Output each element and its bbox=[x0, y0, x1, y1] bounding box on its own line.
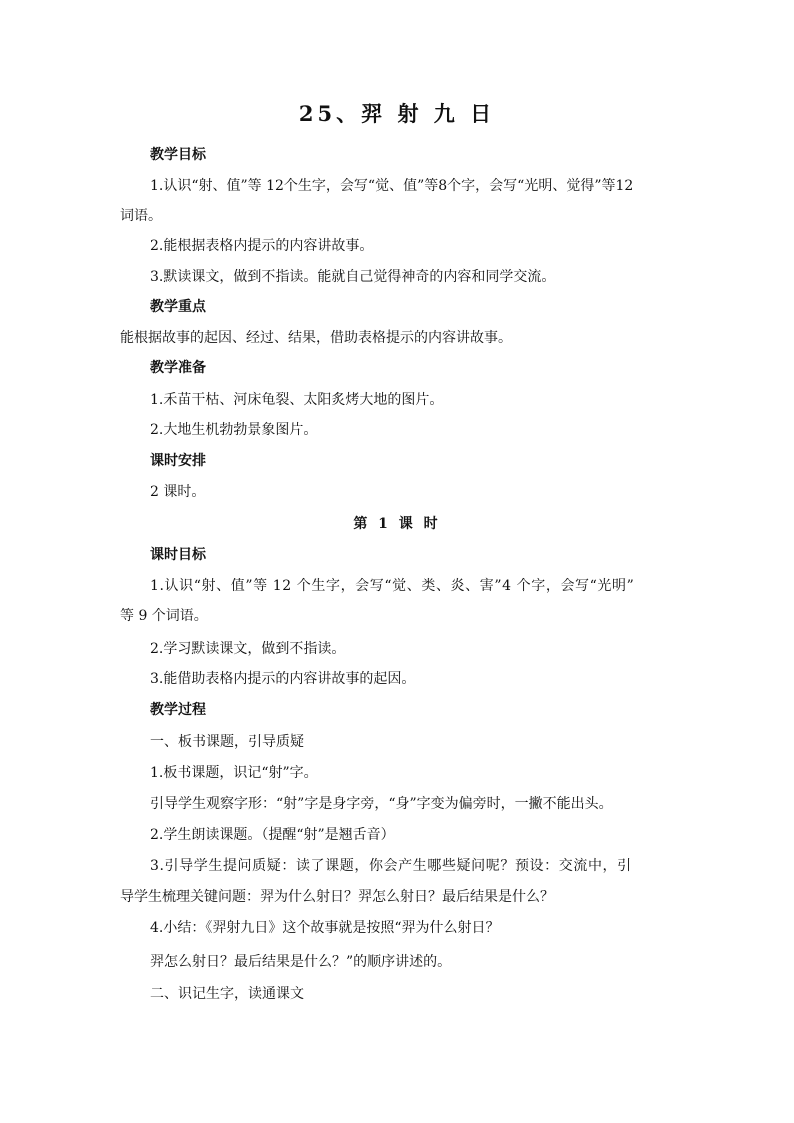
paragraph-line: 能根据故事的起因、经过、结果，借助表格提示的内容讲故事。 bbox=[120, 330, 512, 346]
paragraph-line: 2.能根据表格内提示的内容讲故事。 bbox=[150, 238, 374, 254]
paragraph-line: 3.默读课文，做到不指读。能就自己觉得神奇的内容和同学交流。 bbox=[150, 269, 556, 285]
heading-schedule: 课时安排 bbox=[150, 453, 206, 469]
paragraph-line: 引导学生观察字形：“射”字是身字旁，“身”字变为偏旁时，一撇不能出头。 bbox=[150, 796, 613, 812]
paragraph-line: 1.板书课题，识记“射”字。 bbox=[150, 765, 318, 781]
paragraph-line: 导学生梳理关键问题：羿为什么射日？羿怎么射日？最后结果是什么？ bbox=[120, 889, 554, 905]
paragraph-line: 等 9 个词语。 bbox=[120, 608, 208, 624]
paragraph-line: 羿怎么射日？最后结果是什么？”的顺序讲述的。 bbox=[150, 954, 452, 970]
paragraph-line: 1.认识“射、值”等 12 个生字，会写“觉、类、炎、害”4 个字，会写“光明” bbox=[150, 578, 635, 594]
paragraph-line: 二、识记生字，读通课文 bbox=[150, 986, 304, 1002]
document-title: 25、羿 射 九 日 bbox=[298, 101, 496, 126]
heading-lesson-goals: 课时目标 bbox=[150, 547, 206, 563]
section-title-lesson-1: 第 1 课 时 bbox=[353, 516, 441, 532]
heading-preparation: 教学准备 bbox=[150, 360, 206, 376]
paragraph-line: 1.禾苗干枯、河床龟裂、太阳炙烤大地的图片。 bbox=[150, 392, 444, 408]
paragraph-line: 4.小结：《羿射九日》这个故事就是按照“羿为什么射日？ bbox=[150, 920, 500, 936]
paragraph-line: 1.认识“射、值”等 12个生字，会写“觉、值”等8个字，会写“光明、觉得”等12 bbox=[150, 178, 634, 194]
heading-key-points: 教学重点 bbox=[150, 299, 206, 315]
paragraph-line: 2 课时。 bbox=[150, 484, 206, 500]
paragraph-line: 一、板书课题，引导质疑 bbox=[150, 734, 304, 750]
paragraph-line: 2.学生朗读课题。（提醒“射”是翘舌音） bbox=[150, 827, 395, 843]
heading-teaching-goals: 教学目标 bbox=[150, 147, 206, 163]
paragraph-line: 词语。 bbox=[120, 208, 162, 224]
heading-teaching-process: 教学过程 bbox=[150, 702, 206, 718]
paragraph-line: 2.大地生机勃勃景象图片。 bbox=[150, 422, 318, 438]
paragraph-line: 3.能借助表格内提示的内容讲故事的起因。 bbox=[150, 671, 416, 687]
paragraph-line: 3.引导学生提问质疑：读了课题，你会产生哪些疑问呢？预设：交流中，引 bbox=[150, 858, 632, 874]
paragraph-line: 2.学习默读课文，做到不指读。 bbox=[150, 641, 346, 657]
